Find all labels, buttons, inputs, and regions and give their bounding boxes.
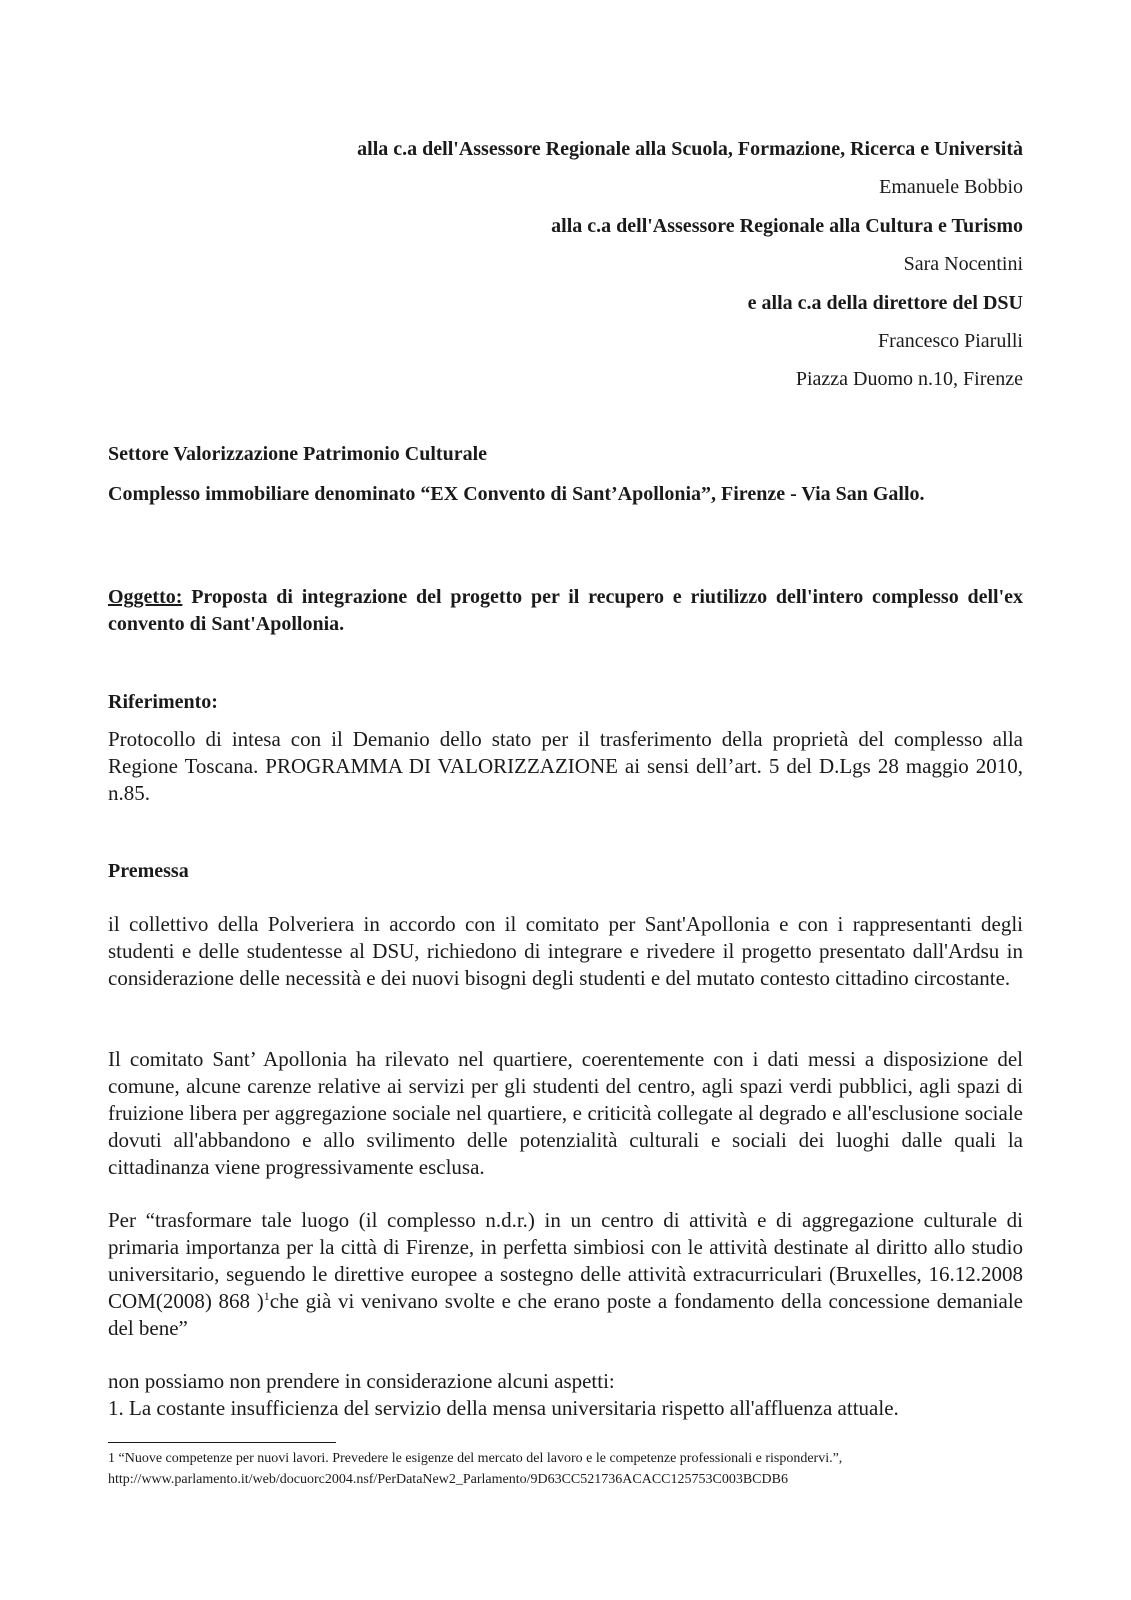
premessa-paragraph-4	[108, 1368, 1023, 1422]
footnote-text: 1 “Nuove competenze per nuovi lavori. Prevedere le esigenze del mercato del lavoro e le competenze professionali e rispondervi.”,	[108, 1451, 843, 1466]
complex-heading: Complesso immobiliare denominato “EX Convento di Sant’Apollonia”, Firenze - Via San Gallo.	[108, 483, 925, 505]
addressee-line: Francesco Piarulli	[878, 329, 1023, 352]
addressee-line: Emanuele Bobbio	[879, 176, 1023, 199]
reference-heading: Riferimento:	[108, 691, 218, 713]
aspect-item: 1. La costante insufficienza del servizio della mensa universitaria rispetto all'affluenza attuale.	[108, 1396, 899, 1420]
premessa-paragraph-3	[108, 1207, 1023, 1342]
footnote-ref: 1	[263, 1289, 270, 1303]
quote-text-end: che già vi venivano svolte e che erano poste a fondamento della concessione demaniale del bene”	[108, 1289, 1023, 1340]
sector-heading: Settore Valorizzazione Patrimonio Culturale	[108, 443, 488, 465]
addressee-block	[108, 130, 1023, 399]
addressee-line: alla c.a dell'Assessore Regionale alla Scuola, Formazione, Ricerca e Università	[357, 138, 1023, 160]
premessa-paragraph-1: il collettivo della Polveriera in accordo con il comitato per Sant'Apollonia e con i rappresentanti degli studenti e delle studentesse al DSU, richiedono di integrare e rivedere il progetto presentato dall'Ardsu in considerazione delle necessità e dei nuovi bisogni degli studenti e del mutato contesto cittadino circostante.	[108, 912, 1023, 990]
addressee-line: e alla c.a della direttore del DSU	[747, 291, 1023, 314]
subject-label: Oggetto:	[108, 586, 183, 608]
footnote	[108, 1448, 1023, 1490]
aspects-intro: non possiamo non prendere in considerazione alcuni aspetti:	[108, 1369, 615, 1393]
premessa-paragraph-2: Il comitato Sant’ Apollonia ha rilevato nel quartiere, coerentemente con i dati messi a disposizione del comune, alcune carenze relative ai servizi per gli studenti del centro, agli spazi verdi pubblici, agli spazi di fruizione libera per aggregazione sociale nel quartiere, e criticità collegate al degrado e all'esclusione sociale dovuti all'abbandono e allo svilimento delle potenzialità culturali e sociali dei luoghi dalle quali la cittadinanza viene progressivamente esclusa.	[108, 1047, 1023, 1179]
subject	[108, 584, 1023, 638]
footnote-url: http://www.parlamento.it/web/docuorc2004.nsf/PerDataNew2_Parlamento/9D63CC521736ACACC125753C003BCDB6	[108, 1472, 788, 1487]
footnote-divider	[108, 1442, 336, 1443]
reference-text: Protocollo di intesa con il Demanio dello stato per il trasferimento della proprietà del complesso alla Regione Toscana. PROGRAMMA DI VALORIZZAZIONE ai sensi dell’art. 5 del D.Lgs 28 maggio 2010, n.85.	[108, 727, 1023, 805]
addressee-line: alla c.a dell'Assessore Regionale alla Cultura e Turismo	[551, 214, 1023, 237]
addressee-line: Sara Nocentini	[903, 253, 1023, 276]
premessa-heading: Premessa	[108, 860, 189, 882]
quote-text-start: Per “trasformare tale luogo (il complesso n.d.r.) in un centro di attività e di aggregazione culturale di primaria importanza per la città di Firenze, in perfetta simbiosi con le attività destinate al diritto allo studio universitario, seguendo le direttive europee a sostegno delle attività extracurriculari (Bruxelles, 16.12.2008 COM(2008) 868 )	[108, 1208, 1023, 1313]
subject-text: Proposta di integrazione del progetto per il recupero e riutilizzo dell'intero complesso dell'ex convento di Sant'Apollonia.	[108, 586, 1024, 635]
address-line: Piazza Duomo n.10, Firenze	[795, 368, 1023, 391]
